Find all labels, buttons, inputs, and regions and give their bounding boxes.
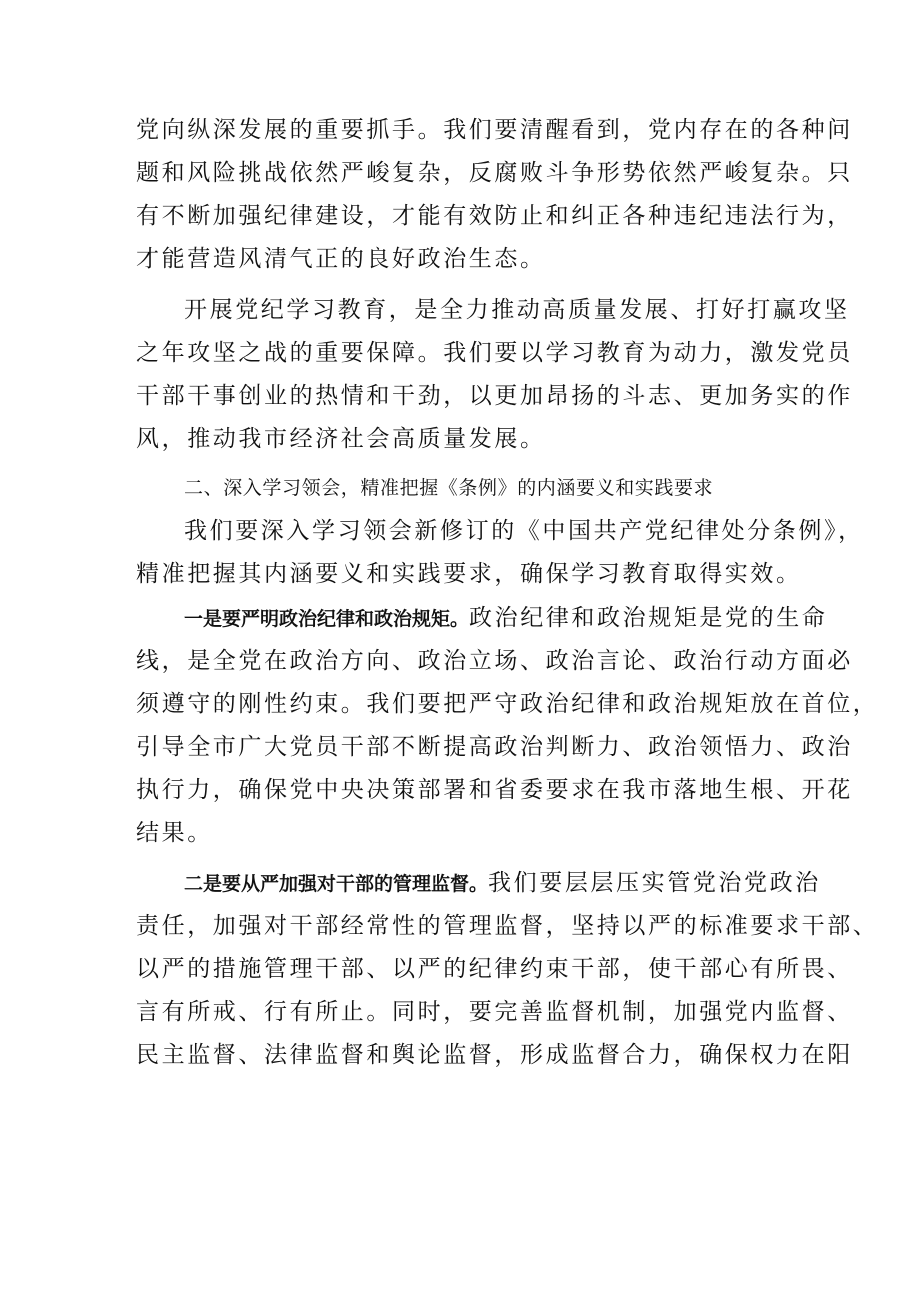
text-line: 才能营造风清气正的良好政治生态。: [136, 246, 546, 272]
text-line: 须遵守的刚性约束。我们要把严守政治纪律和政治规矩放在首位，: [136, 691, 879, 717]
text-line: 风，推动我市经济社会高质量发展。: [136, 426, 546, 452]
bold-lead-text: 一是要严明政治纪律和政治规矩。: [184, 608, 470, 630]
text-line: 结果。: [136, 820, 213, 846]
paragraph-study-education-guarantee: [136, 289, 853, 461]
text-line: 党向纵深发展的重要抓手。我们要清醒看到，党内存在的各种问: [136, 117, 853, 143]
paragraph-political-discipline: [136, 597, 879, 855]
paragraph-cadre-supervision: [136, 862, 879, 1077]
text-line: 之年攻坚之战的重要保障。我们要以学习教育为动力，激发党员: [136, 340, 853, 366]
text-line: 引导全市广大党员干部不断提高政治判断力、政治领悟力、政治: [136, 734, 853, 760]
text-line: 执行力，确保党中央决策部署和省委要求在我市落地生根、开花: [136, 777, 853, 803]
paragraph-study-regulations: [136, 510, 864, 596]
text-line: 开展党纪学习教育，是全力推动高质量发展、打好打赢攻坚: [184, 297, 850, 323]
text-line: [136, 862, 821, 905]
text-line: 干部干事创业的热情和干劲，以更加昂扬的斗志、更加务实的作: [136, 383, 853, 409]
text-line: 责任，加强对干部经常性的管理监督，坚持以严的标准要求干部、: [136, 913, 879, 939]
text-line: 以严的措施管理干部、以严的纪律约束干部，使干部心有所畏、: [136, 956, 853, 982]
text-span: 政治纪律和政治规矩是党的生命: [469, 605, 828, 631]
text-line: [136, 597, 828, 640]
text-line: 我们要深入学习领会新修订的《中国共产党纪律处分条例》，: [184, 518, 864, 544]
section-heading-2: [136, 467, 800, 510]
text-line: 言有所戒、行有所止。同时，要完善监督机制，加强党内监督、: [136, 999, 853, 1025]
text-line: 精准把握其内涵要义和实践要求，确保学习教育取得实效。: [136, 561, 802, 587]
text-line: 线，是全党在政治方向、政治立场、政治言论、政治行动方面必: [136, 648, 853, 674]
section-heading-text: 二、深入学习领会，精准把握《条例》的内涵要义和实践要求: [184, 477, 714, 499]
bold-lead-text: 二是要从严加强对干部的管理监督。: [184, 873, 489, 895]
paragraph-party-discipline-significance: [136, 109, 853, 281]
text-line: 题和风险挑战依然严峻复杂，反腐败斗争形势依然严峻复杂。只: [136, 160, 853, 186]
text-line: 有不断加强纪律建设，才能有效防止和纠正各种违纪违法行为，: [136, 203, 853, 229]
text-line: 民主监督、法律监督和舆论监督，形成监督合力，确保权力在阳: [136, 1042, 853, 1068]
text-span: 我们要层层压实管党治党政治: [488, 870, 821, 896]
